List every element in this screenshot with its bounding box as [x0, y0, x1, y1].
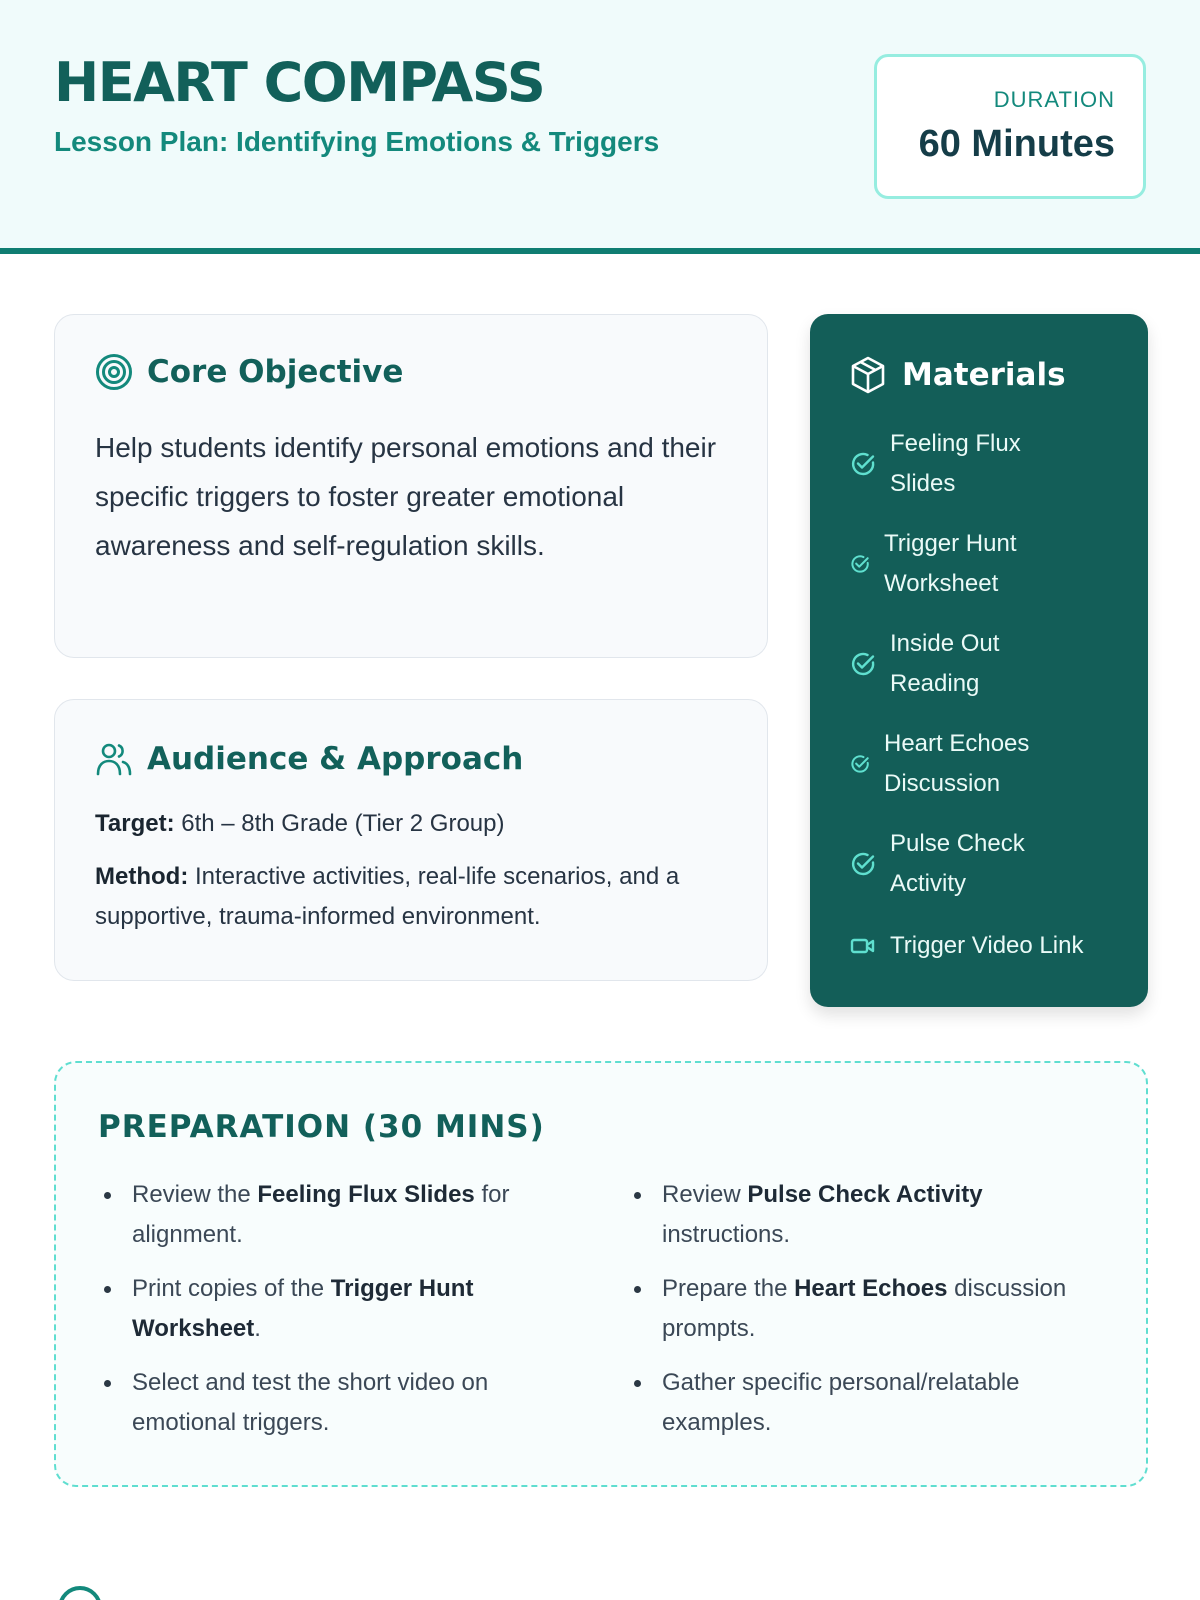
material-label: Inside Out Reading: [890, 630, 1000, 697]
users-icon: [95, 740, 133, 778]
material-item-trigger-video-link[interactable]: [850, 926, 1083, 966]
audience-method: [95, 857, 735, 937]
material-label[interactable]: Trigger Video Link: [890, 932, 1084, 959]
page-subtitle: Lesson Plan: Identifying Emotions & Triggers: [54, 126, 660, 157]
duration-card: [874, 54, 1146, 199]
core-objective-title: Core Objective: [147, 354, 404, 390]
check-circle-icon: [850, 554, 870, 574]
target-label: Target:: [95, 810, 175, 837]
duration-label: DURATION: [993, 87, 1115, 112]
core-objective-heading: [95, 353, 403, 391]
materials-panel: [810, 314, 1148, 1007]
page-header: [0, 0, 1200, 254]
preparation-list-right: [628, 1175, 1098, 1457]
video-icon: [850, 936, 876, 956]
next-section-icon: [58, 1586, 102, 1600]
check-circle-icon: [850, 451, 876, 477]
method-value: Interactive activities, real-life scenarios, and a supportive, trauma-informed environment.: [95, 863, 680, 930]
material-item-heart-echoes-discussion: [850, 724, 1029, 804]
preparation-list-left: [98, 1175, 568, 1457]
core-objective-card: [54, 314, 768, 658]
list-item: Gather specific personal/relatable examples.: [628, 1363, 1098, 1443]
audience-target: [95, 804, 735, 844]
materials-heading: [850, 356, 1066, 394]
list-item: Review the Feeling Flux Slides for alignment.: [98, 1175, 568, 1255]
target-value: 6th – 8th Grade (Tier 2 Group): [174, 810, 505, 837]
duration-value: 60 Minutes: [918, 123, 1115, 165]
material-label: Feeling Flux Slides: [890, 430, 1021, 497]
list-item: Prepare the Heart Echoes discussion prompts.: [628, 1269, 1098, 1349]
material-item-inside-out-reading: [850, 624, 999, 704]
page-title: HEART COMPASS: [54, 51, 545, 114]
check-circle-icon: [850, 754, 870, 774]
material-item-trigger-hunt-worksheet: [850, 524, 1017, 604]
list-item: Print copies of the Trigger Hunt Worksheet.: [98, 1269, 568, 1349]
audience-title: Audience & Approach: [147, 741, 524, 777]
box-icon: [850, 356, 886, 394]
audience-card: [54, 699, 768, 981]
audience-heading: [95, 740, 523, 778]
core-objective-text: Help students identify personal emotions and their specific triggers to foster greater emotional awareness and self-regulation skills.: [95, 432, 717, 561]
material-label: Heart Echoes Discussion: [884, 730, 1030, 797]
target-icon: [95, 353, 133, 391]
list-item: Select and test the short video on emotional triggers.: [98, 1363, 568, 1443]
material-item-pulse-check-activity: [850, 824, 1025, 904]
preparation-section: [54, 1061, 1148, 1487]
check-circle-icon: [850, 651, 876, 677]
check-circle-icon: [850, 851, 876, 877]
material-label: Trigger Hunt Worksheet: [884, 530, 1017, 597]
materials-title: Materials: [902, 357, 1066, 393]
list-item: Review Pulse Check Activity instructions.: [628, 1175, 1098, 1255]
material-item-feeling-flux-slides: [850, 424, 1021, 504]
preparation-title: PREPARATION (30 MINS): [98, 1109, 545, 1145]
material-label: Pulse Check Activity: [890, 830, 1025, 897]
method-label: Method:: [95, 863, 189, 890]
